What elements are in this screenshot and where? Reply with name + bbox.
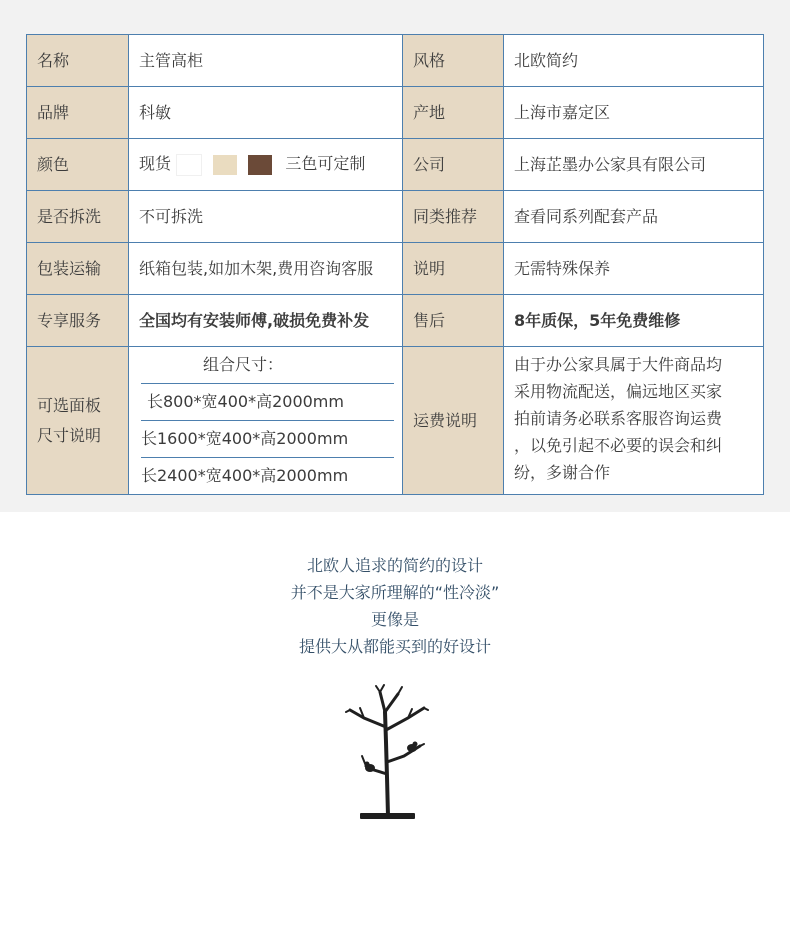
walnut-swatch bbox=[248, 155, 272, 175]
sizes-title: 组合尺寸： bbox=[203, 355, 284, 374]
value-packaging: 纸箱包装,如加木架,费用咨询客服 bbox=[129, 243, 403, 295]
value-after-sales: 8年质保，5年免费维修 bbox=[504, 295, 764, 347]
value-brand: 科敏 bbox=[129, 87, 403, 139]
table-row bbox=[27, 295, 764, 347]
table-row bbox=[27, 347, 764, 495]
label-panel-sizes-line2: 尺寸说明 bbox=[37, 425, 102, 445]
shipping-line: 采用物流配送，偏远地区买家 bbox=[514, 382, 723, 401]
value-color bbox=[129, 139, 403, 191]
value-panel-sizes bbox=[129, 347, 403, 495]
color-custom-text: 三色可定制 bbox=[285, 154, 366, 174]
label-company: 公司 bbox=[403, 139, 504, 191]
value-service: 全国均有安装师傅,破损免费补发 bbox=[129, 295, 403, 347]
table-row bbox=[27, 191, 764, 243]
color-stock-text: 现货 bbox=[139, 154, 172, 174]
shipping-line: 由于办公家具属于大件商品均 bbox=[514, 355, 723, 374]
white-swatch bbox=[176, 154, 202, 176]
label-color: 颜色 bbox=[27, 139, 129, 191]
value-washable: 不可拆洗 bbox=[129, 191, 403, 243]
size-option: 长1600*宽400*高2000mm bbox=[141, 420, 394, 457]
label-panel-sizes-line1: 可选面板 bbox=[37, 395, 102, 415]
table-row bbox=[27, 35, 764, 87]
label-brand: 品牌 bbox=[27, 87, 129, 139]
design-tagline bbox=[0, 552, 790, 660]
value-shipping bbox=[504, 347, 764, 495]
tagline-line: 并不是大家所理解的“性冷淡” bbox=[290, 583, 500, 602]
size-option: 长2400*宽400*高2000mm bbox=[141, 457, 394, 494]
tagline-line: 更像是 bbox=[370, 610, 419, 629]
value-style: 北欧简约 bbox=[504, 35, 764, 87]
value-company: 上海芷墨办公家具有限公司 bbox=[504, 139, 764, 191]
shipping-line: ，以免引起不必要的误会和纠 bbox=[514, 436, 723, 455]
table-row bbox=[27, 87, 764, 139]
label-name: 名称 bbox=[27, 35, 129, 87]
shipping-line: 纷，多谢合作 bbox=[514, 463, 611, 482]
label-related: 同类推荐 bbox=[403, 191, 504, 243]
tagline-line: 北欧人追求的简约的设计 bbox=[306, 556, 483, 575]
table-row bbox=[27, 139, 764, 191]
shipping-line: 拍前请务必联系客服咨询运费 bbox=[514, 409, 723, 428]
related-products-link[interactable]: 查看同系列配套产品 bbox=[504, 191, 764, 243]
spec-table bbox=[26, 34, 764, 495]
label-notes: 说明 bbox=[403, 243, 504, 295]
label-panel-sizes bbox=[27, 347, 129, 495]
oak-swatch bbox=[213, 155, 237, 175]
label-washable: 是否拆洗 bbox=[27, 191, 129, 243]
tree-coat-rack-icon bbox=[340, 682, 440, 822]
table-row bbox=[27, 243, 764, 295]
label-origin: 产地 bbox=[403, 87, 504, 139]
value-name: 主管高柜 bbox=[129, 35, 403, 87]
label-shipping: 运费说明 bbox=[403, 347, 504, 495]
value-notes: 无需特殊保养 bbox=[504, 243, 764, 295]
label-service: 专享服务 bbox=[27, 295, 129, 347]
label-style: 风格 bbox=[403, 35, 504, 87]
tagline-line: 提供大从都能买到的好设计 bbox=[298, 637, 491, 656]
value-origin: 上海市嘉定区 bbox=[504, 87, 764, 139]
label-after-sales: 售后 bbox=[403, 295, 504, 347]
size-option: 长800*宽400*高2000mm bbox=[141, 383, 394, 420]
label-packaging: 包装运输 bbox=[27, 243, 129, 295]
